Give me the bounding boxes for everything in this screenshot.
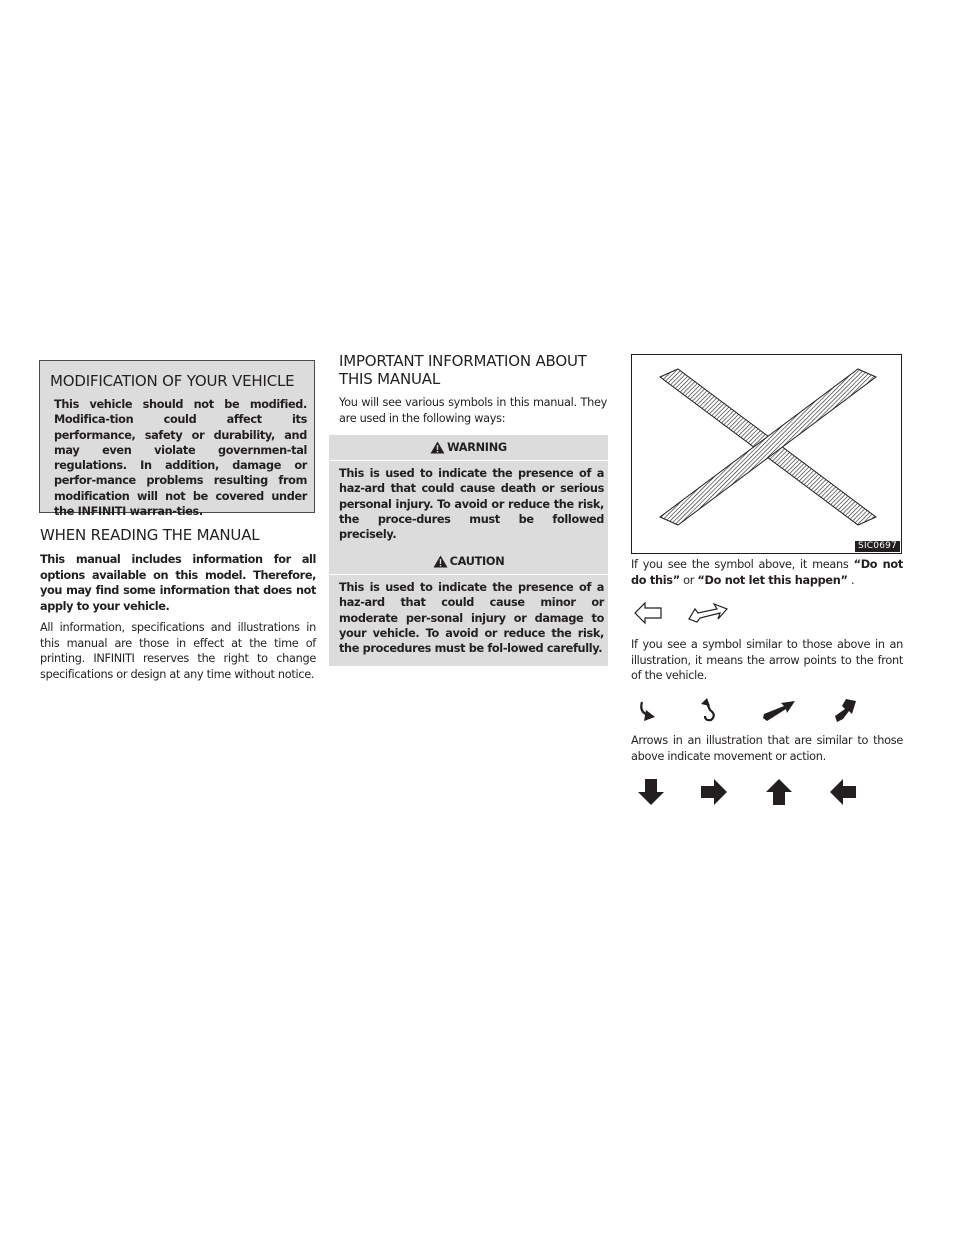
important-intro: You will see various symbols in this manual. They are used in the following ways:: [339, 396, 607, 425]
reading-text: All information, specifications and illustrations in this manual are those in effect at the time of printing. INFINITI reserves the right to change specifications or design at any time without notice.: [40, 621, 316, 681]
bent-arrow-icon: [834, 698, 858, 724]
x-symbol-figure: [631, 354, 902, 554]
x-symbol-icon: [632, 355, 901, 553]
curved-arrow-hook-icon: [700, 698, 720, 724]
movement-arrow-text: Arrows in an illustration that are similar to those above indicate movement or action.: [631, 734, 903, 763]
warning-icon: [430, 441, 445, 454]
curved-arrow-down-icon: [638, 700, 660, 724]
diagonal-arrow-icon: [761, 700, 797, 722]
figure-code: SIC0697: [855, 541, 900, 552]
caution-header: [329, 549, 608, 574]
arrow-down-icon: [637, 778, 665, 806]
reading-intro: This manual includes information for all options available on this model. Therefore, you may find some information that does not apply to your vehicle.: [40, 553, 316, 613]
caution-icon: [433, 555, 448, 568]
important-heading: IMPORTANT INFORMATION ABOUT THIS MANUAL: [339, 352, 587, 388]
warning-box: [329, 435, 608, 552]
arrow-right-icon: [700, 778, 728, 806]
reading-heading: WHEN READING THE MANUAL: [40, 526, 260, 544]
x-symbol-text: If you see the symbol above, it means “Do not do this” or “Do not let this happen” .: [631, 558, 903, 587]
modification-heading: MODIFICATION OF YOUR VEHICLE: [50, 372, 295, 390]
caution-box: [329, 549, 608, 666]
modification-notice-box: [39, 360, 315, 519]
front-arrow-tilted-icon: [688, 603, 728, 623]
warning-text: This is used to indicate the presence of a haz-ard that could cause death or serious personal injury. To avoid or reduce the risk, the proce-dures must be followed precisely.: [329, 460, 608, 552]
front-arrow-outline-icon: [634, 601, 662, 625]
caution-text: This is used to indicate the presence of a haz-ard that could cause minor or moderate per-sonal injury or damage to your vehicle. To avoid or reduce the risk, the procedures must be fol-lowed carefully.: [329, 574, 608, 666]
caution-label: CAUTION: [449, 555, 505, 568]
arrow-left-icon: [829, 778, 857, 806]
modification-text: This vehicle should not be modified. Modifica-tion could affect its performance, safety or durability, and may even violate governmen-tal regulations. In addition, damage or perfor-mance problems resulting from modification will not be covered under the INFINITI warran-ties.: [54, 398, 307, 519]
warning-label: WARNING: [447, 441, 507, 454]
arrow-up-icon: [765, 778, 793, 806]
warning-header: [329, 435, 608, 460]
front-arrow-text: If you see a symbol similar to those above in an illustration, it means the arrow points to the front of the vehicle.: [631, 638, 903, 682]
